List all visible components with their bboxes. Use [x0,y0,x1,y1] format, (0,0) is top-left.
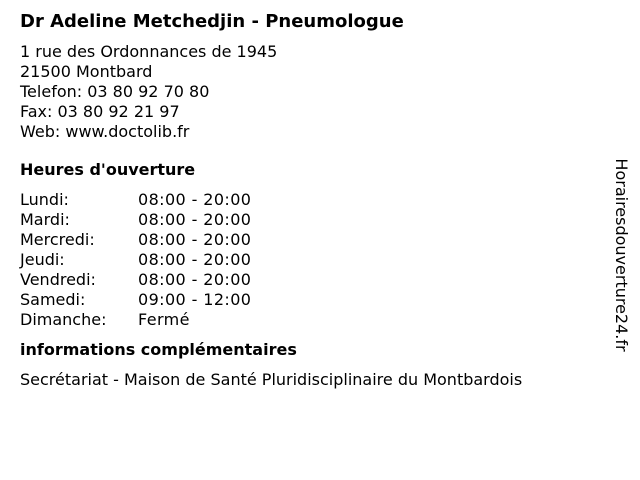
address-street: 1 rue des Ordonnances de 1945 [20,42,278,61]
opening-hours-heading: Heures d'ouverture [20,160,196,179]
hours-day-label: Samedi: [20,290,86,309]
hours-day-label: Vendredi: [20,270,96,289]
hours-day-label: Dimanche: [20,310,107,329]
hours-time-value: 08:00 - 20:00 [138,270,252,289]
hours-row-wednesday [20,230,600,250]
hours-day-label: Mardi: [20,210,70,229]
hours-row-saturday [20,290,600,310]
hours-time-value: 08:00 - 20:00 [138,230,252,249]
hours-time-value: Fermé [138,310,190,329]
hours-row-tuesday [20,210,600,230]
hours-day-label: Jeudi: [20,250,65,269]
hours-day-label: Mercredi: [20,230,95,249]
additional-info-heading: informations complémentaires [20,340,297,359]
hours-row-sunday [20,310,600,330]
hours-time-value: 09:00 - 12:00 [138,290,252,309]
hours-time-value: 08:00 - 20:00 [138,210,252,229]
page-title: Dr Adeline Metchedjin - Pneumologue [20,11,404,32]
website-link: Web: www.doctolib.fr [20,122,190,141]
fax-number: Fax: 03 80 92 21 97 [20,102,180,121]
practitioner-card [20,10,600,390]
phone-number: Telefon: 03 80 92 70 80 [20,82,210,101]
site-watermark: Horairesdouverture24.fr [612,158,631,352]
hours-day-label: Lundi: [20,190,69,209]
hours-time-value: 08:00 - 20:00 [138,190,252,209]
contact-block [20,42,600,142]
hours-row-friday [20,270,600,290]
additional-info-text: Secrétariat - Maison de Santé Pluridisciplinaire du Montbardois [20,370,523,389]
address-city: 21500 Montbard [20,62,153,81]
opening-hours-table [20,190,600,330]
hours-row-thursday [20,250,600,270]
hours-row-monday [20,190,600,210]
hours-time-value: 08:00 - 20:00 [138,250,252,269]
